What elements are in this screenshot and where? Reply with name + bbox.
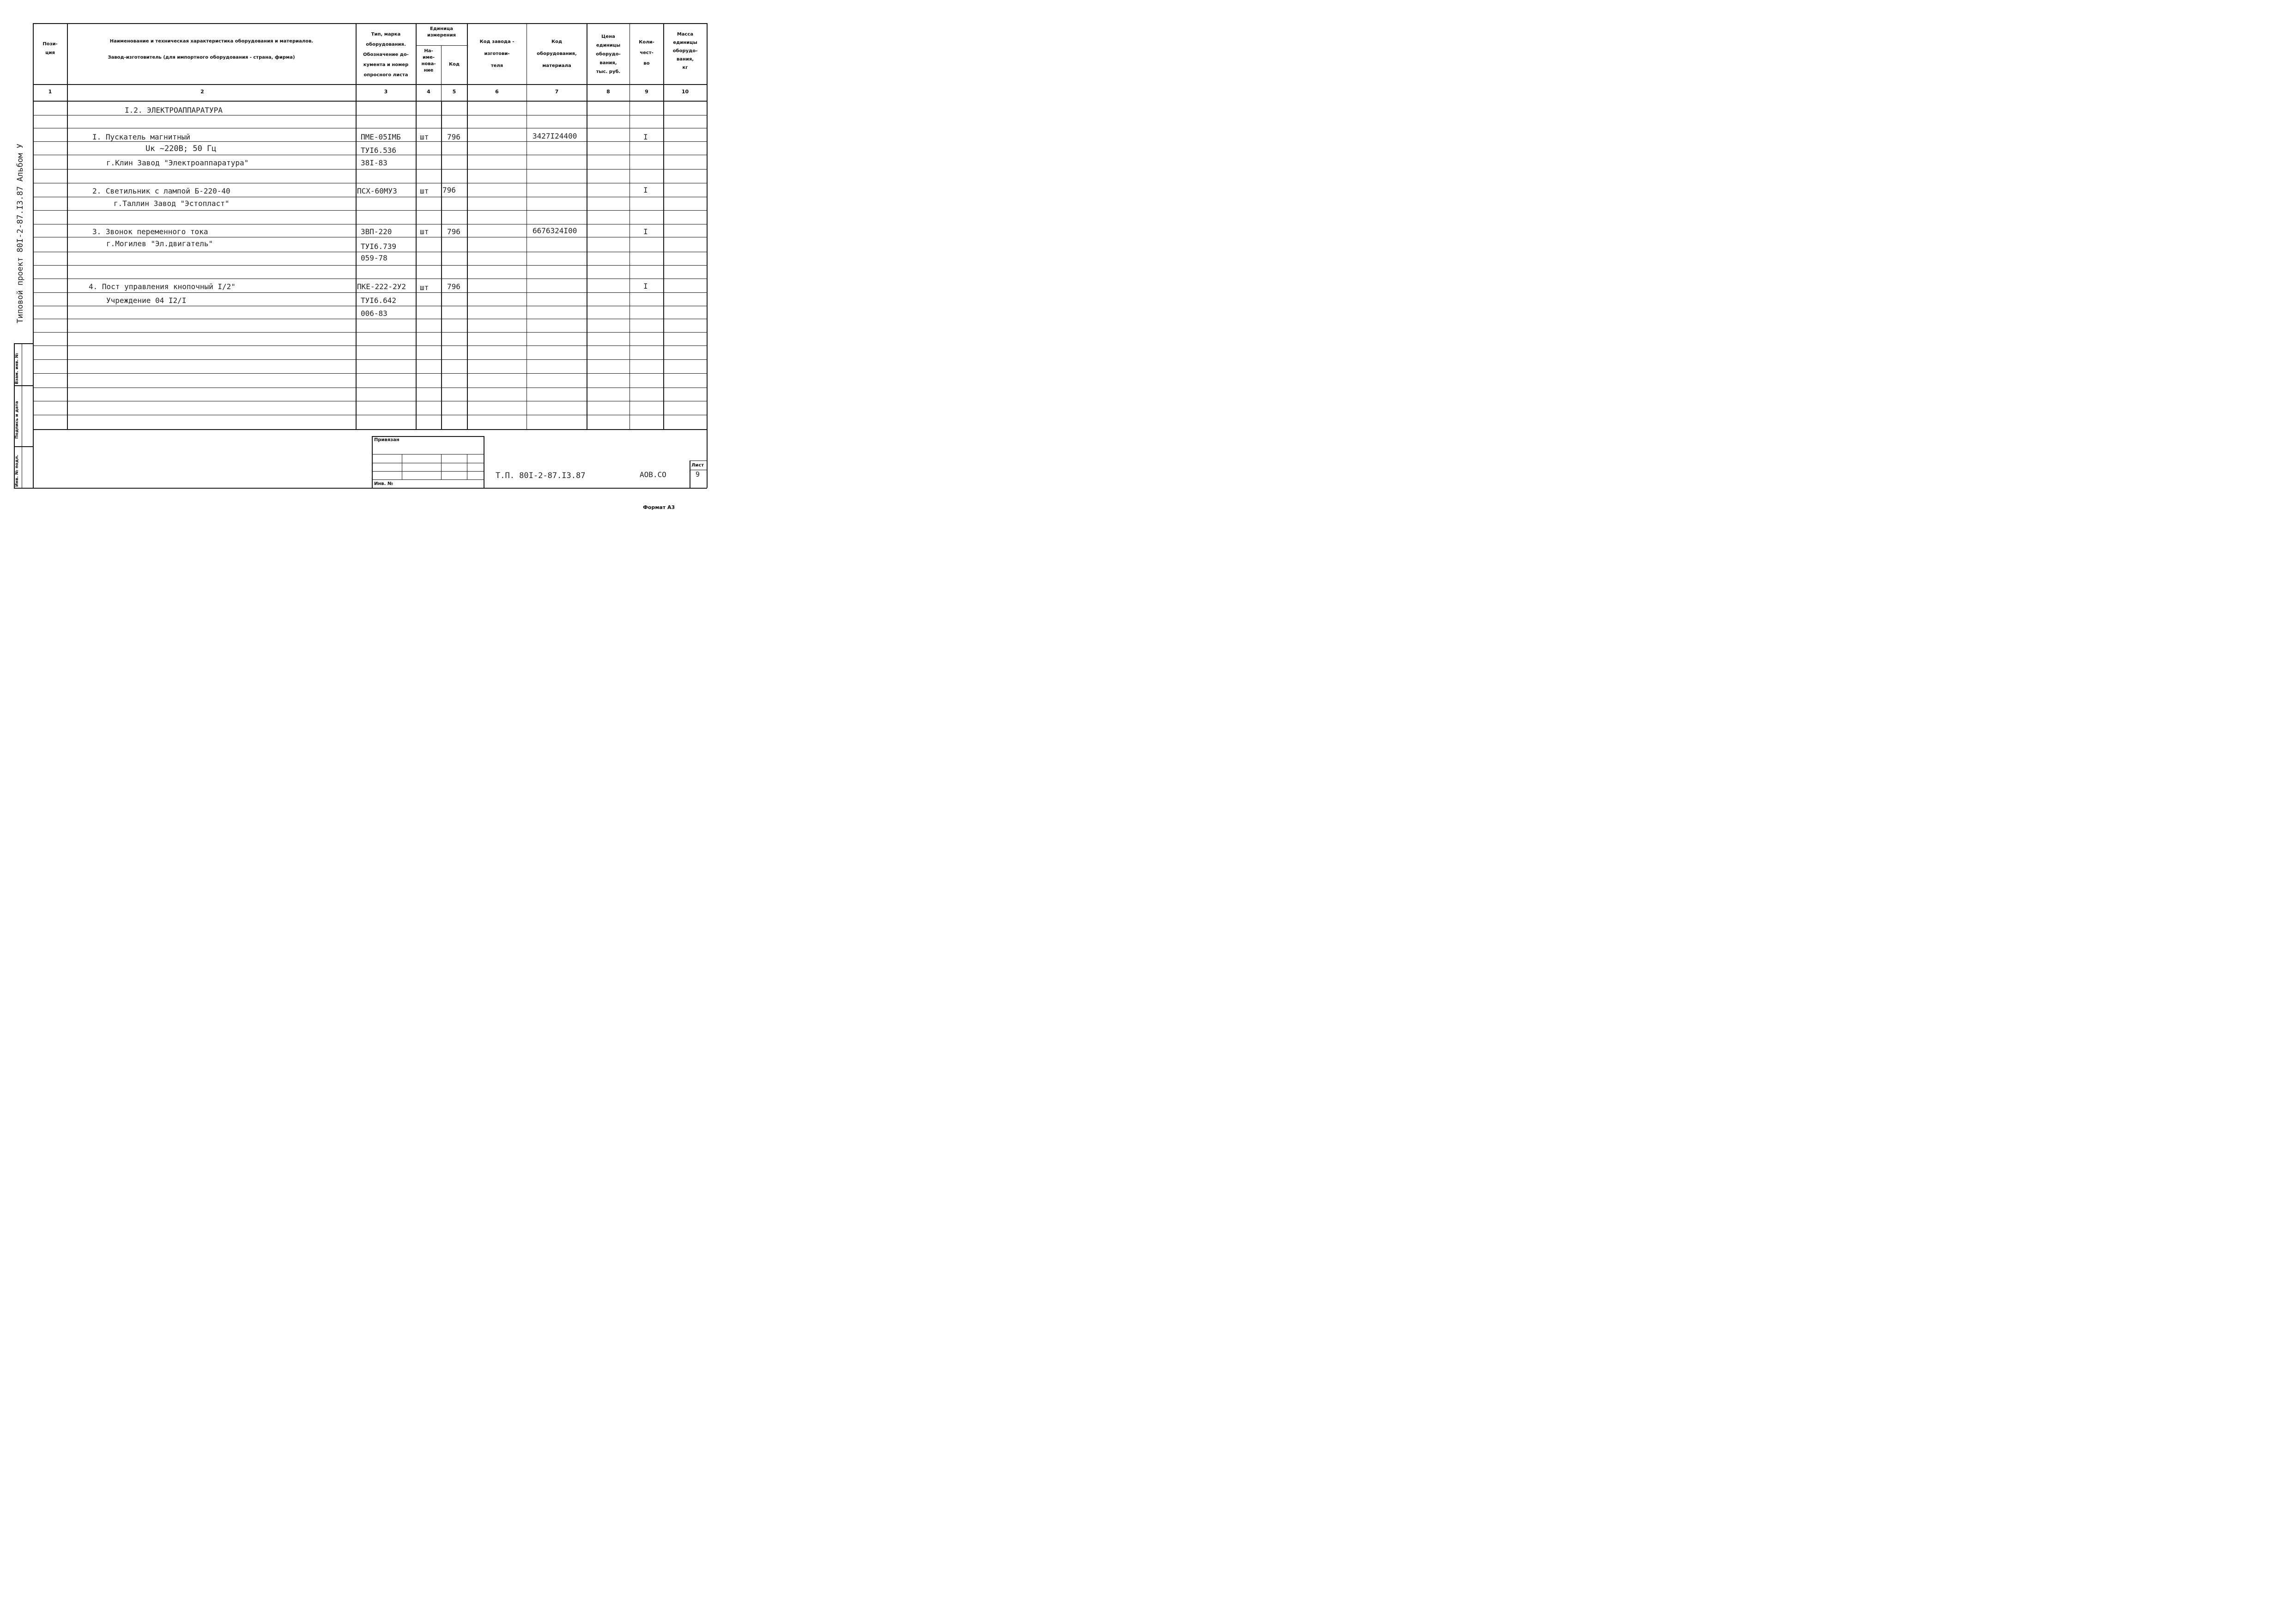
item-type: ЗВП-220 (361, 227, 392, 236)
row-line (33, 373, 707, 374)
item-code: 796 (447, 282, 460, 291)
item-type: ПСХ-60МУ3 (357, 187, 397, 195)
item-code: 796 (442, 186, 456, 194)
item-unit: шт (420, 187, 429, 195)
item-type: 006-83 (361, 309, 387, 318)
item-qty: I (643, 282, 648, 291)
sheet-number: 9 (696, 470, 700, 479)
header-col7: Код оборудования, материала (537, 39, 577, 68)
header-col8: Цена единицы оборудо- вания, тыс. руб. (596, 34, 621, 74)
header-col1: Пози- ция (42, 42, 58, 55)
title-block-left (372, 436, 373, 488)
item-name: 3. Звонок переменного тока (92, 227, 208, 236)
numbers-bottom (33, 101, 707, 102)
item-qty: I (643, 227, 648, 236)
item-unit: шт (420, 283, 429, 292)
doc-code: Т.П. 80I-2-87.I3.87 (496, 471, 586, 480)
item-type: 059-78 (361, 254, 387, 262)
section-title: I.2. ЭЛЕКТРОАППАРАТУРА (125, 106, 223, 115)
col-number: 9 (645, 89, 648, 95)
item-type: ТУI6.536 (361, 146, 397, 155)
table-bottom (33, 429, 707, 430)
stamp-podpis: Подпись и дата (15, 401, 19, 439)
stamp-privyazan: Привязан (374, 437, 399, 442)
header-col9: Коли- чест- во (639, 40, 654, 66)
item-unit: шт (420, 133, 429, 141)
col-number: 5 (452, 89, 456, 95)
header-col6: Код завода - изготови- теля (479, 39, 514, 68)
header-col2-line1: Наименование и техническая характеристика оборудования и материалов. (109, 39, 314, 44)
col-number: 6 (495, 89, 499, 95)
item-code: 796 (447, 133, 460, 141)
item-equip-code: 6676324I00 (533, 226, 577, 235)
row-line (33, 292, 707, 293)
item-qty: I (643, 133, 648, 141)
unit-group-line (416, 45, 467, 46)
doc-suffix: АОВ.СО (640, 470, 666, 479)
col-number: 2 (200, 89, 204, 95)
frame-right (707, 23, 708, 488)
item-name: I. Пускатель магнитный (92, 133, 190, 141)
row-line (33, 210, 707, 211)
sheet-label: Лист (691, 463, 704, 468)
frame-top (33, 23, 707, 24)
title-col-2 (441, 454, 442, 479)
item-type: ПМЕ-05IМБ (361, 133, 401, 141)
header-col2-line2: Завод-изготовитель (для импортного оборудования - страна, фирма) (108, 55, 295, 60)
header-col5: Код (448, 62, 460, 67)
item-type: 38I-83 (361, 158, 387, 167)
header-unit-group: Единица измерения (427, 26, 456, 38)
item-type: ПКЕ-222-2У2 (357, 282, 406, 291)
item-unit: шт (420, 227, 429, 236)
row-line (33, 345, 707, 346)
col-number: 8 (606, 89, 610, 95)
format-label: Формат А3 (643, 504, 675, 510)
stamp-sep-1 (14, 385, 33, 386)
header-col4: На- име- нова- ние (421, 48, 436, 73)
row-line (33, 265, 707, 266)
item-code: 796 (447, 227, 460, 236)
item-sub: Учреждение 04 I2/I (106, 296, 187, 305)
stamp-inv-no: Инв. № (374, 481, 393, 486)
item-sub: Uк ~220В; 50 Гц (145, 144, 217, 153)
row-line (33, 141, 707, 142)
row-line (33, 359, 707, 360)
col-number: 10 (681, 89, 689, 95)
stamp-vzam: Взам. инв. № (15, 353, 19, 384)
item-qty: I (643, 186, 648, 194)
item-equip-code: 3427I24400 (533, 132, 577, 140)
title-block-top (372, 436, 484, 437)
frame-bottom (14, 488, 707, 489)
col-number: 1 (48, 89, 52, 95)
stamp-top (14, 343, 33, 344)
header-col3: Тип, марка оборудования. Обозначение до- кумента и номер опросного листа (363, 32, 409, 78)
stamp-sep-2 (14, 446, 33, 447)
item-type: ТУI6.739 (361, 242, 397, 251)
item-sub: г.Клин Завод "Электроаппаратура" (106, 158, 249, 167)
title-row-4 (372, 479, 484, 480)
col-number: 4 (427, 89, 430, 95)
col-number: 3 (384, 89, 388, 95)
row-line (33, 169, 707, 170)
col-number: 7 (555, 89, 559, 95)
item-name: 2. Светильник с лампой Б-220-40 (92, 187, 230, 195)
item-sub: г.Могилев "Эл.двигатель" (106, 239, 213, 248)
header-bottom (33, 84, 707, 85)
side-project-label: Типовой проект 80I-2-87.I3.87 Альбом У (16, 144, 25, 323)
stamp-inv-podl: Инв. № подл. (15, 454, 19, 487)
item-sub: г.Таллин Завод "Эстопласт" (114, 199, 230, 208)
header-col10: Масса единицы оборудо- вания, кг (672, 32, 698, 70)
row-line (33, 332, 707, 333)
item-type: ТУI6.642 (361, 296, 397, 305)
item-name: 4. Пост управления кнопочный I/2" (89, 282, 236, 291)
